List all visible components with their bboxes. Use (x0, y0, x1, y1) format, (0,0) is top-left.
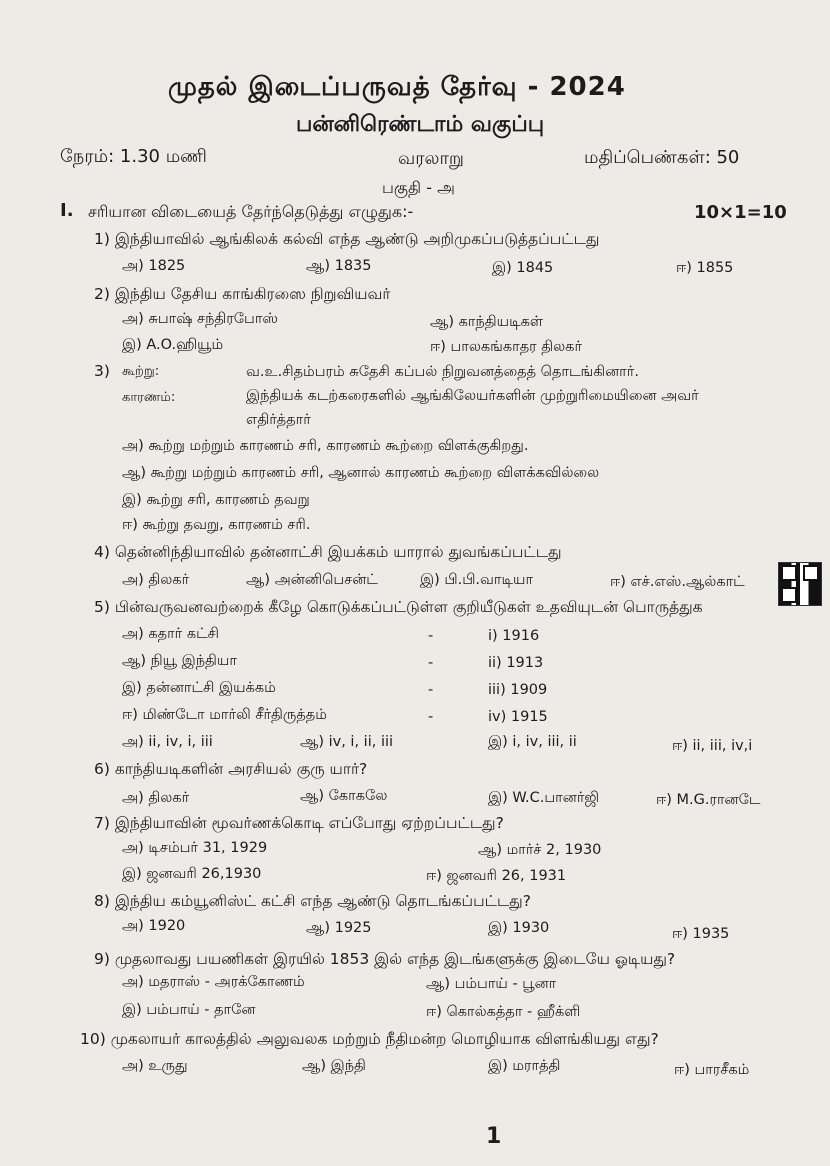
q1-option-a: அ) 1825 (122, 258, 186, 274)
q2-option-b: ஆ) காந்தியடிகள் (430, 314, 543, 330)
q4-option-c: இ) பி.பி.வாடியா (420, 572, 534, 588)
q2-option-d: ஈ) பாலகங்காதர திலகர் (430, 339, 583, 355)
class-label: பன்னிரெண்டாம் வகுப்பு (296, 112, 545, 137)
question-1: 1) இந்தியாவில் ஆங்கிலக் கல்வி எந்த ஆண்டு அறிமுகப்படுத்தப்பட்டது (94, 230, 600, 248)
question-6: 6) காந்தியடிகளின் அரசியல் குரு யார்? (94, 760, 368, 778)
q3-option-b: ஆ) கூற்று மற்றும் காரணம் சரி, ஆனால் காரணம் கூற்றை விளக்கவில்லை (122, 465, 600, 481)
q4-option-a: அ) திலகர் (122, 572, 190, 588)
q1-option-c: இ) 1845 (492, 260, 554, 276)
q7-option-d: ஈ) ஜனவரி 26, 1931 (426, 868, 567, 884)
q8-option-a: அ) 1920 (122, 918, 186, 934)
exam-title: முதல் இடைப்பருவத் தேர்வு - 2024 (168, 72, 626, 102)
q5-option-d: ஈ) ii, iii, iv,i (672, 738, 753, 754)
question-8: 8) இந்திய கம்யூனிஸ்ட் கட்சி எந்த ஆண்டு தொடங்கப்பட்டது? (94, 892, 531, 910)
q9-option-d: ஈ) கொல்கத்தா - ஹீக்ளி (426, 1004, 581, 1020)
q5-row-3-left: இ) தன்னாட்சி இயக்கம் (122, 680, 276, 696)
question-10: 10) முகலாயர் காலத்தில் அலுவலக மற்றும் நீதிமன்ற மொழியாக விளங்கியது எது? (80, 1030, 659, 1048)
section-instruction: சரியான விடையைத் தேர்ந்தெடுத்து எழுதுக:- (88, 202, 414, 221)
q10-option-d: ஈ) பாரசீகம் (674, 1062, 750, 1078)
q5-row-2-right: ii) 1913 (488, 655, 544, 671)
q10-option-c: இ) மராத்தி (488, 1058, 561, 1074)
q5-option-a: அ) ii, iv, i, iii (122, 734, 213, 750)
q5-option-b: ஆ) iv, i, ii, iii (300, 734, 394, 750)
q2-option-a: அ) சுபாஷ் சந்திரபோஸ் (122, 311, 278, 327)
q10-option-a: அ) உருது (122, 1058, 188, 1074)
q6-option-c: இ) W.C.பானர்ஜி (488, 790, 600, 806)
q7-option-c: இ) ஜனவரி 26,1930 (122, 866, 262, 882)
q3-reason-label: காரணம்: (122, 390, 176, 405)
q10-option-b: ஆ) இந்தி (302, 1058, 366, 1074)
question-9: 9) முதலாவது பயணிகள் இரயில் 1853 இல் எந்த இடங்களுக்கு இடையே ஓடியது? (94, 950, 676, 968)
question-7: 7) இந்தியாவின் மூவர்ணக்கொடி எப்போது ஏற்றப்பட்டது? (94, 814, 504, 832)
part-label: பகுதி - அ (382, 178, 455, 197)
q5-row-4-left: ஈ) மிண்டோ மார்லி சீர்திருத்தம் (122, 707, 327, 723)
q9-option-c: இ) பம்பாய் - தானே (122, 1002, 256, 1018)
q5-row-1-left: அ) கதார் கட்சி (122, 626, 220, 642)
q6-option-a: அ) திலகர் (122, 790, 190, 806)
q3-claim: வ.உ.சிதம்பரம் சுதேசி கப்பல் நிறுவனத்தைத் தொடங்கினார். (246, 364, 639, 380)
q8-option-b: ஆ) 1925 (306, 920, 372, 936)
question-2: 2) இந்திய தேசிய காங்கிரஸை நிறுவியவர் (94, 285, 391, 303)
q5-row-3-dash: - (428, 682, 434, 698)
q4-option-b: ஆ) அன்னிபெசன்ட் (246, 572, 378, 588)
q2-option-c: இ) A.O.ஹியூம் (122, 337, 224, 353)
q9-option-a: அ) மதராஸ் - அரக்கோணம் (122, 974, 305, 990)
time-label: நேரம்: 1.30 மணி (60, 146, 207, 167)
q3-option-c: இ) கூற்று சரி, காரணம் தவறு (122, 492, 310, 508)
page-mark: 1 (486, 1124, 502, 1149)
q3-claim-label: கூற்று: (122, 364, 160, 379)
question-5: 5) பின்வருவனவற்றைக் கீழே கொடுக்கப்பட்டுள்ள குறியீடுகள் உதவியுடன் பொருத்துக (94, 598, 703, 616)
q5-row-1-dash: - (428, 628, 434, 644)
marks-label: மதிப்பெண்கள்: 50 (584, 147, 740, 168)
q8-option-d: ஈ) 1935 (672, 926, 730, 942)
q6-option-b: ஆ) கோகலே (300, 788, 388, 804)
q8-option-c: இ) 1930 (488, 920, 550, 936)
q1-option-b: ஆ) 1835 (306, 258, 372, 274)
q5-row-4-dash: - (428, 709, 434, 725)
q5-row-3-right: iii) 1909 (488, 682, 548, 698)
q9-option-b: ஆ) பம்பாய் - பூனா (426, 976, 557, 992)
section-roman: I. (60, 200, 74, 221)
subject-label: வரலாறு (398, 148, 464, 169)
q5-row-2-left: ஆ) நியூ இந்தியா (122, 653, 237, 669)
q5-row-2-dash: - (428, 655, 434, 671)
q7-option-b: ஆ) மார்ச் 2, 1930 (478, 842, 602, 858)
qr-code-icon (778, 562, 822, 606)
q1-option-d: ஈ) 1855 (676, 260, 734, 276)
q3-number: 3) (94, 362, 110, 380)
q4-option-d: ஈ) எச்.எஸ்.ஆல்காட் (610, 574, 745, 590)
q3-reason-line2: எதிர்த்தார் (246, 412, 311, 428)
q5-row-1-right: i) 1916 (488, 628, 540, 644)
question-4: 4) தென்னிந்தியாவில் தன்னாட்சி இயக்கம் யாரால் துவங்கப்பட்டது (94, 543, 562, 561)
q3-option-a: அ) கூற்று மற்றும் காரணம் சரி, காரணம் கூற்றை விளக்குகிறது. (122, 438, 529, 454)
q7-option-a: அ) டிசம்பர் 31, 1929 (122, 840, 268, 856)
section-marks: 10×1=10 (694, 202, 787, 223)
q5-option-c: இ) i, iv, iii, ii (488, 734, 577, 750)
q6-option-d: ஈ) M.G.ரானடே (656, 792, 761, 808)
q3-reason-line1: இந்தியக் கடற்கரைகளில் ஆங்கிலேயர்களின் முற்றுரிமையினை அவர் (246, 388, 699, 404)
q5-row-4-right: iv) 1915 (488, 709, 548, 725)
q3-option-d: ஈ) கூற்று தவறு, காரணம் சரி. (122, 517, 311, 533)
